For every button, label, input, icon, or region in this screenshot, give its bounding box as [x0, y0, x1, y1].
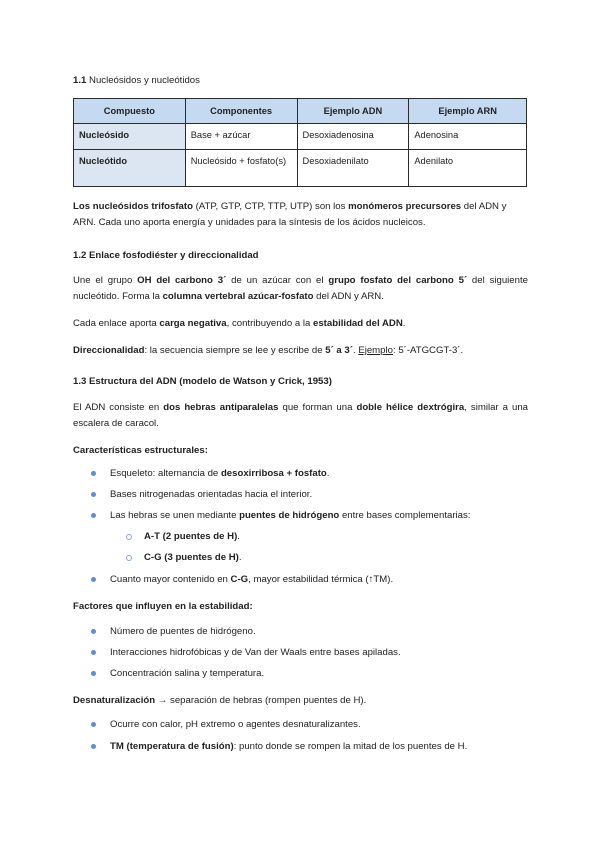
text: .: [326, 468, 330, 479]
text: entre bases complementarias:: [339, 510, 471, 521]
table-header: Compuesto: [74, 99, 186, 124]
text-bold: doble hélice dextrógira: [356, 402, 465, 413]
text: Cada enlace aporta: [73, 318, 160, 329]
list-item: [110, 624, 256, 639]
paragraph-direccionalidad: [73, 343, 528, 358]
bullet-icon: [91, 629, 96, 634]
text-bold: Los nucleósidos trifosfato: [73, 201, 193, 212]
text-bold: grupo fosfato del carbono 5´: [328, 275, 468, 286]
text-bold: Factores que influyen en la estabilidad:: [73, 601, 253, 612]
text-bold: dos hebras antiparalelas: [163, 402, 279, 413]
text: Une el grupo: [73, 275, 138, 286]
table-row: [74, 150, 527, 187]
bullet-icon: [91, 722, 96, 727]
table-row: [74, 124, 527, 150]
list-item: [144, 550, 242, 565]
paragraph-enlace: [73, 273, 528, 305]
list-item: [110, 487, 312, 502]
table-header: Ejemplo ADN: [297, 99, 409, 124]
text: , contribuyendo a la: [226, 318, 314, 329]
nucleotides-table: [73, 98, 527, 187]
subheading-caracteristicas: [73, 443, 528, 458]
text: que forman una: [278, 402, 357, 413]
text: (ATP, GTP, CTP, TTP, UTP): [192, 201, 313, 212]
text: Esqueleto: alternancia de: [110, 468, 221, 479]
text: del ADN y ARN.: [313, 291, 384, 302]
list-item: [110, 466, 329, 481]
text: , similar a una escalera de caracol.: [73, 402, 528, 429]
text-bold: Características estructurales:: [73, 445, 208, 456]
text-bold: monómeros precursores: [348, 201, 462, 212]
text-bold: OH del carbono 3´: [137, 275, 227, 286]
text: .: [237, 531, 240, 542]
text: de un azúcar con el: [226, 275, 329, 286]
section-title: 1.2 Enlace fosfodiéster y direccionalidad: [73, 250, 259, 261]
table-header: Componentes: [185, 99, 297, 124]
text-bold: carga negativa: [159, 318, 227, 329]
circle-bullet-icon: [126, 534, 132, 540]
text: : punto donde se rompen la mitad de los puentes de H.: [233, 741, 468, 752]
bullet-icon: [91, 471, 96, 476]
section-number: 1.1: [73, 75, 87, 86]
table-cell: Base + azúcar: [185, 124, 297, 150]
text-bold: columna vertebral azúcar-fosfato: [162, 291, 314, 302]
table-cell: Desoxiadenilato: [297, 150, 409, 187]
text-bold: A-T (2 puentes de H): [144, 531, 238, 542]
text-bold: desoxirribosa + fosfato: [220, 468, 327, 479]
section-title: Nucleósidos y nucleótidos: [89, 75, 200, 86]
text: : la secuencia siempre se lee y escribe de: [144, 345, 326, 356]
text: Concentración salina y temperatura.: [110, 668, 265, 679]
text: .: [352, 345, 359, 356]
text: : 5´-ATGCGT-3´.: [392, 345, 464, 356]
text: .: [238, 552, 242, 563]
text: del siguiente nucleótido. Forma la: [73, 275, 528, 302]
list-item: [110, 645, 401, 660]
text: Número de puentes de hidrógeno.: [110, 626, 256, 637]
table-cell: Adenosina: [409, 124, 527, 150]
bullet-icon: [91, 650, 96, 655]
text-bold: estabilidad del ADN: [313, 318, 403, 329]
table-cell: Nucleótido: [74, 150, 186, 187]
bullet-icon: [91, 513, 96, 518]
paragraph-adn: [73, 400, 528, 432]
table-cell: Nucleósido + fosfato(s): [185, 150, 297, 187]
list-item: [110, 508, 470, 523]
text-bold: 5´ a 3´: [325, 345, 353, 356]
text: del ADN y ARN. Cada uno aporta energía y unidades para la síntesis de los ácidos nucleicos.: [73, 201, 507, 228]
text: → separación de hebras (rompen puentes de H).: [155, 695, 367, 706]
text: Las hebras se unen mediante: [110, 510, 240, 521]
text: Bases nitrogenadas orientadas hacia el interior.: [110, 489, 313, 500]
text-underline: Ejemplo: [358, 345, 393, 356]
text-bold: C-G (3 puentes de H): [144, 552, 239, 563]
section-heading-1-2: [73, 248, 528, 263]
bullet-icon: [91, 577, 96, 582]
text: El ADN consiste en: [73, 402, 164, 413]
paragraph-desnaturalizacion: [73, 693, 528, 708]
table-header-row: [74, 99, 527, 124]
bullet-icon: [91, 744, 96, 749]
list-item: [144, 529, 240, 544]
paragraph-carga: [73, 316, 528, 331]
list-item: [110, 572, 393, 587]
text-bold: Desnaturalización: [73, 695, 156, 706]
section-heading-1-1: [73, 73, 528, 88]
text: , mayor estabilidad térmica (↑TM).: [248, 574, 394, 585]
table-cell: Adenilato: [409, 150, 527, 187]
section-heading-1-3: [73, 374, 528, 389]
text-bold: TM (temperatura de fusión): [110, 741, 234, 752]
paragraph-trifosfato: [73, 199, 528, 231]
bullet-icon: [91, 492, 96, 497]
list-item: [110, 739, 467, 754]
text: Interacciones hidrofóbicas y de Van der Waals entre bases apiladas.: [110, 647, 401, 658]
text-bold: puentes de hidrógeno: [239, 510, 340, 521]
text: Ocurre con calor, pH extremo o agentes desnaturalizantes.: [110, 719, 361, 730]
text-bold: C-G: [230, 574, 249, 585]
text: Cuanto mayor contenido en: [110, 574, 231, 585]
table-cell: Desoxiadenosina: [297, 124, 409, 150]
table-cell: Nucleósido: [74, 124, 186, 150]
section-title: 1.3 Estructura del ADN (modelo de Watson y Crick, 1953): [73, 376, 332, 387]
list-item: [110, 666, 264, 681]
bullet-icon: [91, 671, 96, 676]
text: son los: [312, 201, 349, 212]
subheading-factores: [73, 599, 528, 614]
table-header: Ejemplo ARN: [409, 99, 527, 124]
text-bold: Direccionalidad: [73, 345, 145, 356]
circle-bullet-icon: [126, 555, 132, 561]
text: .: [402, 318, 406, 329]
list-item: [110, 717, 361, 732]
